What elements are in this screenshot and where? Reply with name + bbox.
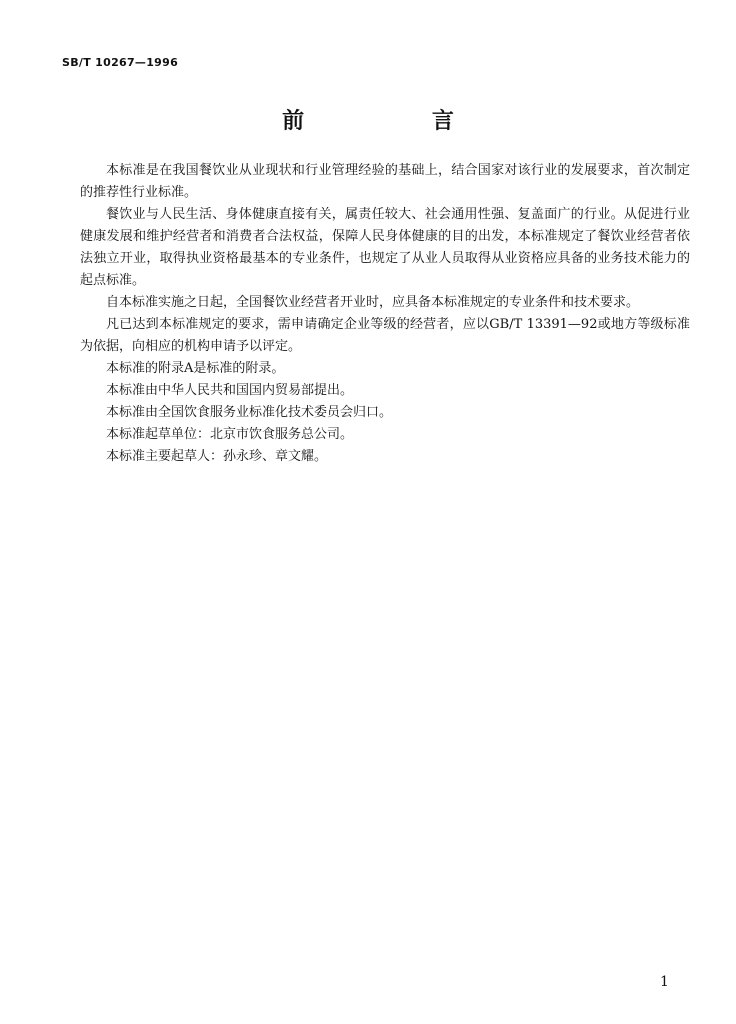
- standard-code: SB/T 10267—1996: [62, 56, 179, 69]
- paragraph: 本标准由中华人民共和国国内贸易部提出。: [106, 383, 354, 398]
- paragraph: 凡已达到本标准规定的要求，需申请确定企业等级的经营者，应以GB/T 13391—92或地方等级标准为依据，向相应的机构申请予以评定。: [80, 317, 690, 354]
- paragraph: 本标准由全国饮食服务业标准化技术委员会归口。: [106, 405, 393, 420]
- paragraph: 本标准主要起草人：孙永珍、章文耀。: [106, 449, 328, 464]
- page-number: 1: [660, 974, 669, 990]
- paragraph: 本标准的附录A是标准的附录。: [106, 361, 285, 376]
- paragraph: 本标准是在我国餐饮业从业现状和行业管理经验的基础上，结合国家对该行业的发展要求，首次制定的推荐性行业标准。: [80, 163, 690, 200]
- paragraph: 自本标准实施之日起，全国餐饮业经营者开业时，应具备本标准规定的专业条件和技术要求。: [106, 295, 640, 310]
- paragraph: 餐饮业与人民生活、身体健康直接有关，属责任较大、社会通用性强、复盖面广的行业。从促进行业健康发展和维护经营者和消费者合法权益，保障人民身体健康的目的出发，本标准规定了餐饮业经营者依法独立开业，取得执业资格最基本的专业条件，也规定了从业人员取得从业资格应具备的业务技术能力的起点标准。: [80, 207, 690, 288]
- paragraph: 本标准起草单位：北京市饮食服务总公司。: [106, 427, 354, 442]
- page-title: 前 言: [282, 109, 514, 134]
- foreword-body: [80, 160, 690, 468]
